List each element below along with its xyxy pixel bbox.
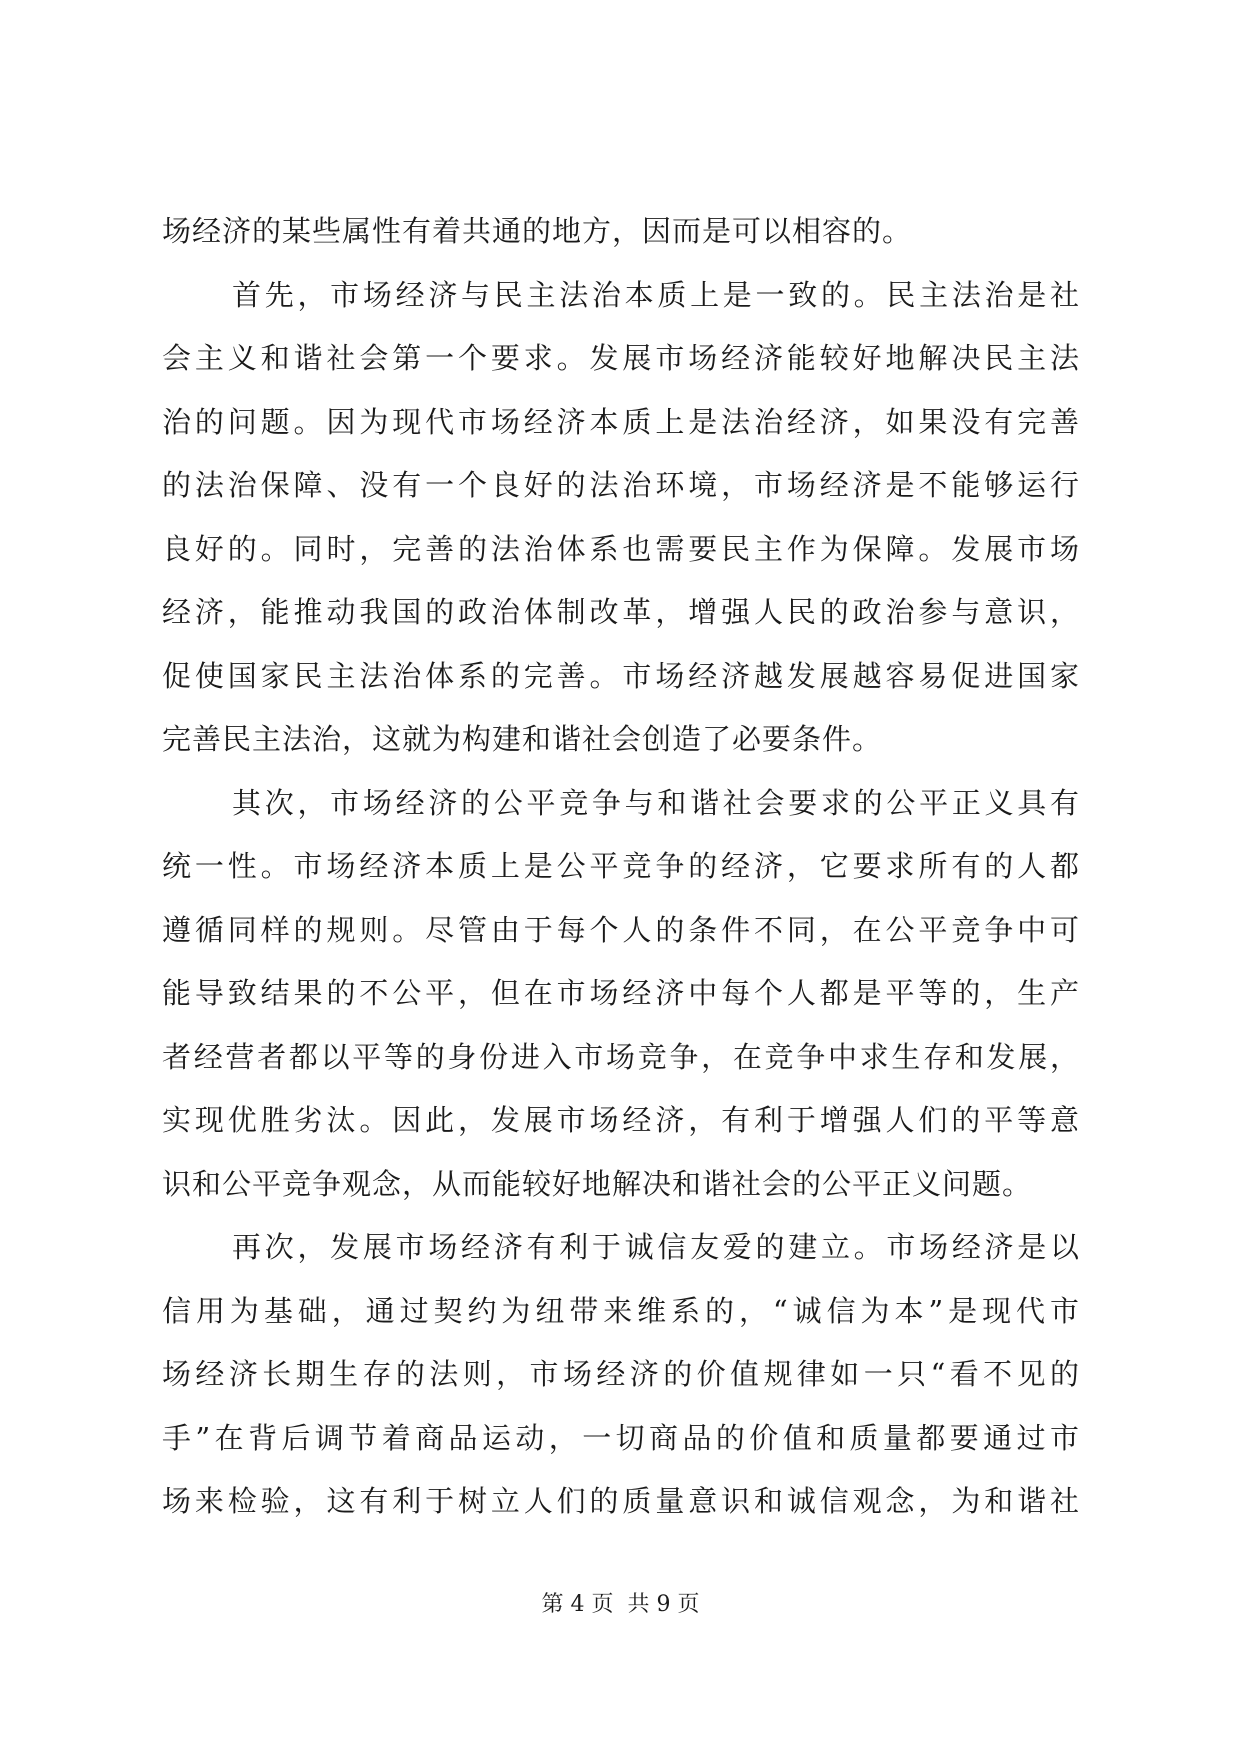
text-line: 统一性。市场经济本质上是公平竞争的经济，它要求所有的人都 [162,849,1080,883]
text-line: 完善民主法治，这就为构建和谐社会创造了必要条件。 [162,722,883,756]
page-number-label: 第 4 页 共 9 页 [541,1592,700,1617]
text-line: 经济，能推动我国的政治体制改革，增强人民的政治参与意识， [162,595,1080,629]
text-line: 其次，市场经济的公平竞争与和谐社会要求的公平正义具有 [232,785,1080,820]
text-line: 的法治保障、没有一个良好的法治环境，市场经济是不能够运行 [162,468,1080,502]
text-line: 实现优胜劣汰。因此，发展市场经济，有利于增强人们的平等意 [162,1103,1080,1137]
page-footer [0,1590,1241,1620]
text-line: 治的问题。因为现代市场经济本质上是法治经济，如果没有完善 [162,404,1080,439]
text-line: 场来检验，这有利于树立人们的质量意识和诚信观念，为和谐社 [162,1484,1080,1518]
text-line: 再次，发展市场经济有利于诚信友爱的建立。市场经济是以 [232,1230,1080,1264]
document-body [162,200,1080,1534]
text-line: 良好的。同时，完善的法治体系也需要民主作为保障。发展市场 [162,531,1080,566]
text-line: 场经济的某些属性有着共通的地方，因而是可以相容的。 [162,214,913,248]
text-line: 识和公平竞争观念，从而能较好地解决和谐社会的公平正义问题。 [162,1166,1033,1201]
text-line: 促使国家民主法治体系的完善。市场经济越发展越容易促进国家 [162,658,1080,693]
text-line: 者经营者都以平等的身份进入市场竞争，在竞争中求生存和发展， [162,1039,1080,1074]
text-line: 首先，市场经济与民主法治本质上是一致的。民主法治是社 [232,277,1080,312]
text-line: 遵循同样的规则。尽管由于每个人的条件不同，在公平竞争中可 [162,912,1080,947]
text-line: 能导致结果的不公平，但在市场经济中每个人都是平等的，生产 [162,976,1080,1010]
text-line: 信用为基础，通过契约为纽带来维系的，“诚信为本”是现代市 [162,1293,1080,1328]
text-line: 手”在背后调节着商品运动，一切商品的价值和质量都要通过市 [162,1420,1080,1455]
text-line: 会主义和谐社会第一个要求。发展市场经济能较好地解决民主法 [162,341,1080,375]
text-line: 场经济长期生存的法则，市场经济的价值规律如一只“看不见的 [162,1357,1080,1391]
